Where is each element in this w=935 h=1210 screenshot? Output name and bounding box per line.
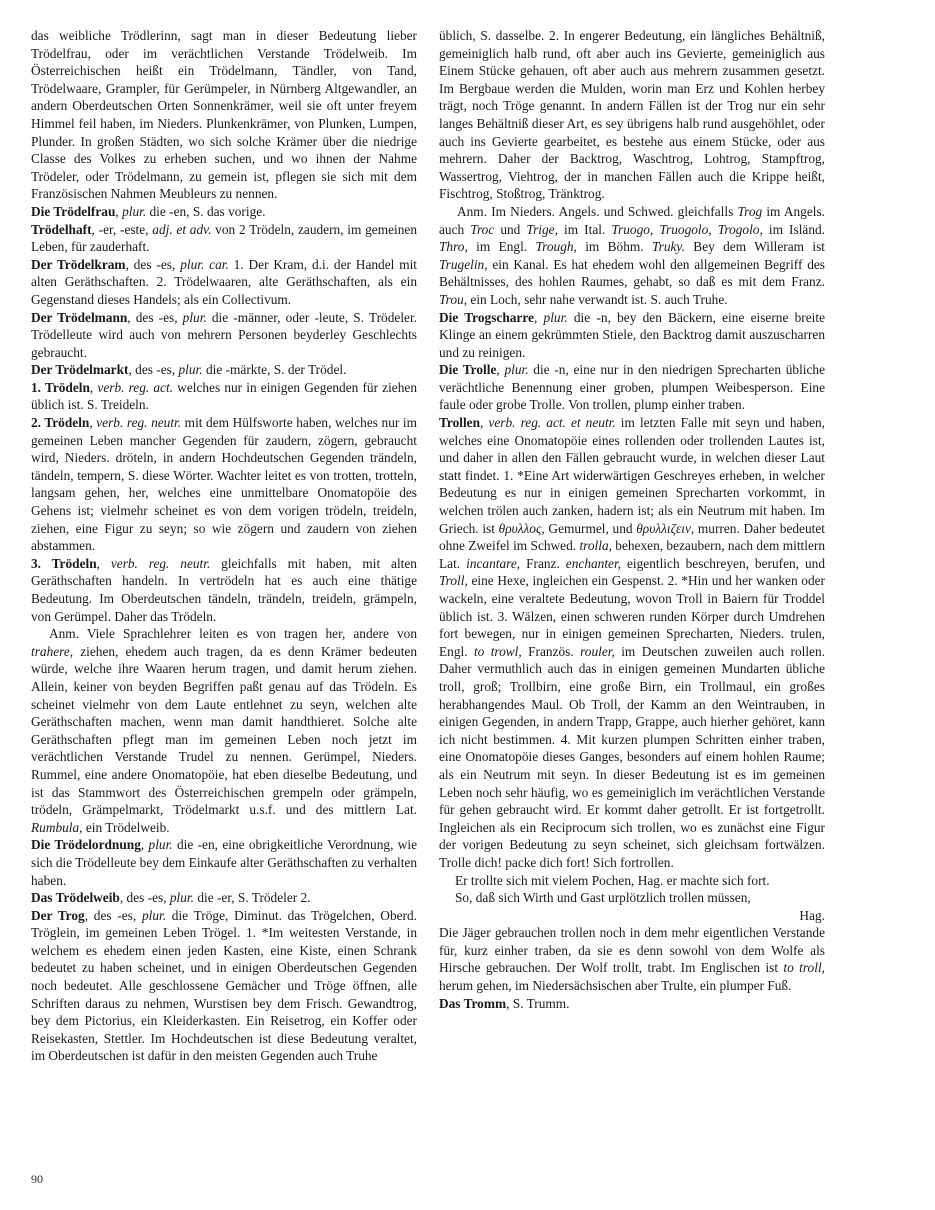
dictionary-entry	[439, 995, 825, 1013]
left-column	[31, 27, 417, 1065]
body-text: , des -es,	[84, 907, 142, 923]
paragraph	[439, 27, 825, 203]
body-text: , des -es,	[119, 890, 170, 906]
headword: 3. Trödeln	[31, 555, 97, 571]
body-text: die -n, bey den Bäckern, eine eiserne breite Klinge an einem gekrümmten Stiele, den Backtrog damit auszuscharren und zu reinigen.	[439, 309, 825, 360]
dictionary-entry	[31, 379, 417, 414]
body-text: ,	[115, 203, 123, 219]
body-text: die -en, S. das vorige.	[146, 203, 266, 219]
annotation-paragraph	[31, 625, 417, 836]
headword: Die Trogscharre	[439, 309, 534, 325]
body-text: im Engl.	[467, 239, 536, 255]
headword: Die Trödelfrau	[31, 203, 116, 219]
italic-term: Truogo, Truogolo, Trogolo,	[611, 221, 763, 237]
body-text: Die Jäger gebrauchen trollen noch in dem mehr eigentlichen Verstande für, kurz einher traben, da sie es denn sowohl von dem Wolfe als Hirsche gebrauchen. Der Wolf trollt, trabt. Im Englischen ist	[439, 925, 825, 976]
italic-term: adj. et adv.	[152, 221, 212, 237]
headword: Das Trödelweib	[31, 890, 120, 906]
italic-term: plur.	[504, 362, 529, 378]
italic-term: rouler,	[580, 643, 615, 659]
italic-term: verb. reg. neutr.	[96, 415, 182, 431]
italic-term: Trough,	[535, 239, 577, 255]
italic-term: Trugelin,	[439, 256, 488, 272]
italic-term: plur.	[182, 309, 207, 325]
body-text: ,	[140, 837, 149, 853]
italic-term: Trog	[737, 203, 763, 219]
body-text: im Böhm.	[576, 239, 652, 255]
italic-term: trolla,	[579, 538, 612, 554]
dictionary-entry	[31, 414, 417, 555]
italic-term: incantare,	[466, 555, 521, 571]
italic-term: plur.	[178, 362, 203, 378]
body-text: und	[494, 221, 527, 237]
body-text: , des -es,	[128, 362, 179, 378]
body-text: , Gemurmel, und	[541, 520, 637, 536]
dictionary-entry	[31, 555, 417, 625]
body-text: von 2 Trödeln, zaudern, im gemeinen Leben, für zauderhaft.	[31, 221, 417, 255]
dictionary-entry	[439, 414, 825, 871]
headword: Die Trolle	[439, 362, 497, 378]
dictionary-entry	[31, 361, 417, 379]
headword: Der Trödelmarkt	[31, 362, 129, 378]
dictionary-entry	[31, 221, 417, 256]
italic-term: Rumbula,	[31, 819, 83, 835]
body-text: herum gehen, im Niedersächsischen aber Trulte, ein plumper Fuß.	[439, 978, 792, 994]
headword: Der Trödelkram	[31, 256, 126, 272]
headword: Das Tromm	[439, 995, 507, 1011]
body-text: die -märkte, S. der Trödel.	[202, 362, 347, 378]
body-text: gleichfalls mit haben, mit alten Geräthschaften handeln. In vertrödeln hat es auch eine thätige Bedeutung. Im Oberdeutschen tändeln, trändeln, treideln, grämpeln, von Gerümpel. Daher das Trödeln.	[31, 555, 417, 624]
annotation-paragraph	[439, 203, 825, 309]
italic-term: plur.	[148, 837, 173, 853]
right-column	[439, 27, 825, 1012]
body-text: 1. Der Kram, d.i. der Handel mit alten Geräthschaften. 2. Trödelwaaren, alte Geräthschaften, als ein Gegenstand dieses Handels; als ein Collectivum.	[31, 256, 417, 307]
italic-term: verb. reg. act. et neutr.	[488, 415, 616, 431]
body-text: , murren. Daher bedeutet ohne Zweifel im Schwed.	[439, 520, 825, 554]
body-text: welches nur in einigen Gegenden für ziehen üblich ist. S. Treideln.	[31, 379, 417, 413]
body-text: Anm. Im Nieders. Angels. und Schwed. gleichfalls	[457, 203, 738, 219]
verse-quote	[439, 872, 825, 890]
body-text: ,	[89, 379, 98, 395]
italic-term: plur.	[543, 309, 568, 325]
dictionary-entry	[31, 309, 417, 362]
italic-term: to trowl,	[473, 643, 522, 659]
body-text: ein Kanal. Es hat ehedem wohl den allgemeinen Begriff des Behältnisses, des hohlen Raumes, gehabt, so daß es mit dem Franz.	[439, 256, 825, 290]
italic-term: plur.	[169, 890, 194, 906]
italic-term: plur.	[122, 203, 147, 219]
headword: Trödelhaft	[31, 221, 92, 237]
body-text: die -n, eine nur in den niedrigen Sprecharten übliche verächtliche Benennung einer groben, plumpen Weibesperson. Eine faule oder grobe Trolle. Von trollen, plump einher traben.	[439, 362, 826, 413]
headword: Der Trog	[31, 907, 85, 923]
paragraph	[439, 924, 825, 994]
body-text: eigentlich beschreyen, berufen, und	[621, 555, 826, 571]
dictionary-entry	[31, 907, 417, 1065]
italic-term: to troll,	[783, 960, 825, 976]
dictionary-entry	[31, 203, 417, 221]
body-text: Franz.	[520, 555, 566, 571]
italic-term: verb. reg. act.	[97, 379, 174, 395]
italic-term: plur.	[141, 907, 167, 923]
headword: Trollen	[439, 415, 481, 431]
paragraph	[31, 27, 417, 203]
dictionary-entry	[31, 256, 417, 309]
dictionary-entry	[439, 309, 825, 362]
body-text: So, daß sich Wirth und Gast urplötzlich trollen müssen,	[455, 890, 751, 906]
headword: Die Trödelordnung	[31, 837, 141, 853]
body-text: ,	[96, 555, 111, 571]
italic-term: enchanter,	[565, 555, 622, 571]
body-text: Bey dem Willeram ist	[684, 239, 826, 255]
italic-term: Trige,	[526, 221, 558, 237]
verse-quote	[439, 889, 825, 907]
body-text: , S. Trumm.	[506, 995, 570, 1011]
headword: 1. Trödeln	[31, 379, 90, 395]
dictionary-entry	[31, 836, 417, 889]
italic-term: θρυλλιζειν	[636, 520, 691, 536]
body-text: die -en, eine obrigkeitliche Verordnung, wie sich die Trödelleute bey dem Einkaufe alter Geräthschaften zu verhalten haben.	[31, 837, 418, 888]
body-text: im letzten Falle mit seyn und haben, welches eine Onomatopöie eines rollenden oder trollenden Lautes ist, und daher in allen den Fällen gebraucht wurde, in welchen dieser Laut statt findet. 1. *Eine Art widerwärtigen Geschreyes erheben, in welcher Bedeutung es nur in einigen gemeinen Sprecharten vorkommt, in welchen trölen auch zanken, hadern ist; als ein Neutrum mit haben. Im Griech. ist	[439, 415, 826, 536]
body-text: im Angels. auch	[439, 203, 825, 237]
body-text: behexen, bezaubern, nach dem mittlern Lat.	[439, 538, 825, 571]
body-text: im Ital.	[557, 221, 612, 237]
body-text: Französ.	[521, 643, 581, 659]
italic-term: Troc	[470, 221, 495, 237]
italic-term: Trou,	[439, 291, 468, 307]
body-text: ,	[496, 362, 505, 378]
body-text: das weibliche Trödlerinn, sagt man in dieser Bedeutung lieber Trödelfrau, oder im verächtlichen Verstande Trödelweib. Im Österreichischen heißt ein Trödelmann, Tändler, von Tand, Trödelwaare, Grampler, für Gerümpeler, in Nürnberg Altgewandler, an andern Oberdeutschen Orten Sonnenkrämer, weil sie oft unter freyem Himmel feil haben, im Nieders. Plunkenkrämer, von Plunken, Lumpen, Plunder. In großen Städten, wo sich solche Krämer über die niedrige Classe des Volkes zu erheben suchen, und wo ihnen der Nahme Trödeler, oder Trödelmann, zu gemein ist, pflegen sie sich mit dem Französischen Nahmen Meubleurs zu nennen.	[31, 28, 417, 202]
dictionary-entry	[31, 889, 417, 907]
body-text: Er trollte sich mit vielem Pochen, Hag. er machte sich fort.	[455, 872, 770, 888]
body-text: ein Trödelweib.	[82, 819, 170, 835]
body-text: die -männer, oder -leute, S. Trödeler. Trödelleute wird auch von mehrern Personen beyderley Geschlechts gebraucht.	[31, 309, 417, 360]
headword: Der Trödelmann	[31, 309, 128, 325]
body-text: ,	[89, 415, 97, 431]
body-text: Hag.	[799, 907, 825, 923]
page-number: 90	[31, 1172, 43, 1186]
italic-term: Thro,	[439, 239, 468, 255]
body-text: , -er, -este,	[91, 221, 153, 237]
body-text: ,	[480, 415, 489, 431]
body-text: , des -es,	[127, 309, 183, 325]
body-text: ,	[533, 309, 544, 325]
italic-term: trahere,	[31, 643, 74, 659]
dictionary-entry	[439, 361, 825, 414]
body-text: im Isländ.	[762, 221, 826, 237]
body-text: üblich, S. dasselbe. 2. In engerer Bedeutung, ein längliches Behältniß, gemeiniglich halb rund, oft aber auch ins Gevierte, gemeiniglich aus Einem Stücke gehauen, oft aber auch aus mehrern zusammen gesetzt. Im Bergbaue werden die Mulden, worin man Erz und Kohlen herbey trägt, noch Tröge genannt. In andern Fällen ist der Trog nur ein sehr langes Behältniß dieser Art, es sey übrigens halb rund ausgehöhlet, oder auch ins Gevierte gearbeitet, es bestehe aus einem Stücke, oder aus mehrern. Daher der Backtrog, Waschtrog, Lohtrog, Stampftrog, Wassertrog, Viehtrog, der in manchen Fällen auch die Krippe heißt, Fischtrog, Stoßtrog, Tränktrog.	[439, 28, 825, 202]
body-text: ein Loch, sehr nahe verwandt ist. S. auch Truhe.	[467, 291, 728, 307]
body-text: , des -es,	[125, 256, 181, 272]
italic-term: Troll,	[439, 573, 468, 589]
body-text: mit dem Hülfsworte haben, welches nur im gemeinen Leben mancher Gegenden für zaudern, zögern, gebraucht wird, Nieders. dröteln, in andern Hochdeutschen Gegenden trändeln, tändeln, tempern, S. diese Wörter. Wachter leitet es von trotten, trotteln, langsam gehen, her, welches eine unmittelbare Onomatopöie des Gehens ist; vielmehr scheinet es von dem vorigen trödeln, treideln, ziehen, eine Figur zu seyn; so wie zögern und zaudern von ziehen abstammen.	[31, 415, 417, 554]
body-text: die Tröge, Diminut. das Trögelchen, Oberd. Tröglein, im gemeinen Leben Trögel. 1. *Im weitesten Verstande, in welchem es ehedem einen jeden Kasten, eine Kiste, einen Schrank bedeutet zu haben scheinet, und in einigen Oberdeutschen Gegenden noch bedeutet. Alle geschlossene Gemächer und Tröge öffnen, alle Schriften daraus zu nehmen, Wurstisen bey dem Frisch. Gewandtrog, bey dem Pictorius, ein Kleiderkasten. Ein Reisetrog, ein Koffer oder Reisekasten, Stettler. Im Hochdeutschen ist diese Bedeutung veraltet, im Oberdeutschen ist dafür in den meisten Gegenden auch Truhe	[31, 907, 417, 1064]
italic-term: plur. car.	[180, 256, 229, 272]
body-text: die -er, S. Trödeler 2.	[193, 890, 311, 906]
headword: 2. Trödeln	[31, 415, 90, 431]
source-attribution	[439, 907, 825, 925]
body-text: Anm. Viele Sprachlehrer leiten es von tragen her, andere von	[49, 626, 417, 642]
italic-term: θρυλλος	[498, 520, 542, 536]
body-text: ziehen, ehedem auch tragen, da es denn Krämer bedeuten würde, welche ihre Waaren herum tragen, und damit herum ziehen. Allein, keiner von beyden Begriffen paßt genau auf das Trödeln. Es scheinet vielmehr von dem Laute entlehnet zu seyn, welchen alte Geräthschaften machen, wenn man damit handthieret. Solche alte Geräthschaften pflegt man im gemeinen Leben noch jetzt im verächtlichen Verstande Trudel zu nennen. Gerümpel, Nieders. Rummel, eine andere Onomatopöie, hat eben dieselbe Bedeutung, und ist das Stammwort des Österreichischen grempeln oder grämpeln, trödeln, Grämpelmarkt, Trödelmarkt u.s.f. und des mittlern Lat.	[31, 643, 417, 818]
italic-term: verb. reg. neutr.	[110, 555, 211, 571]
body-text: im Deutschen zuweilen auch rollen. Daher vermuthlich auch das in einigen gemeinen Mundarten übliche troll, groß; Trollbirn, eine große Birn, ein Trollmaul, ein großes herabhangendes Maul. Ob Troll, der Kamm an den Weintrauben, in einigen Gegenden, in andern Trapp, Grappe, auch hierher gehöret, kann ich nicht bestimmen. 4. Mit kurzen plumpen Schritten einher traben, eine Onomatopöie dieses Ganges, besonders auf einem hohlen Raume; als ein Neutrum mit seyn. In dieser Bedeutung ist es im gemeinen Leben noch sehr häufig, wo es gemeiniglich im verächtlichen Verstande für gehen gebraucht wird. Er kommt daher getrollt. Er ist fortgetrollt. Ingleichen als ein Reciprocum sich trollen, wo es zunächst eine Figur der vorigen Bedeutung zu seyn scheinet, sich gleichsam fortwälzen. Trolle dich! packe dich fort! Sich fortrollen.	[439, 643, 825, 870]
italic-term: Truky.	[651, 239, 685, 255]
body-text: eine Hexe, ingleichen ein Gespenst. 2. *Hin und her wanken oder wackeln, eine veraltete Bedeutung, wovon Troll in Baiern für Troddel üblich ist. 3. Wälzen, einen schweren runden Körper durch Umdrehen fort bewegen, nur in einigen gemeinen Sprecharten, Nieders. trulen, Engl.	[439, 573, 825, 659]
